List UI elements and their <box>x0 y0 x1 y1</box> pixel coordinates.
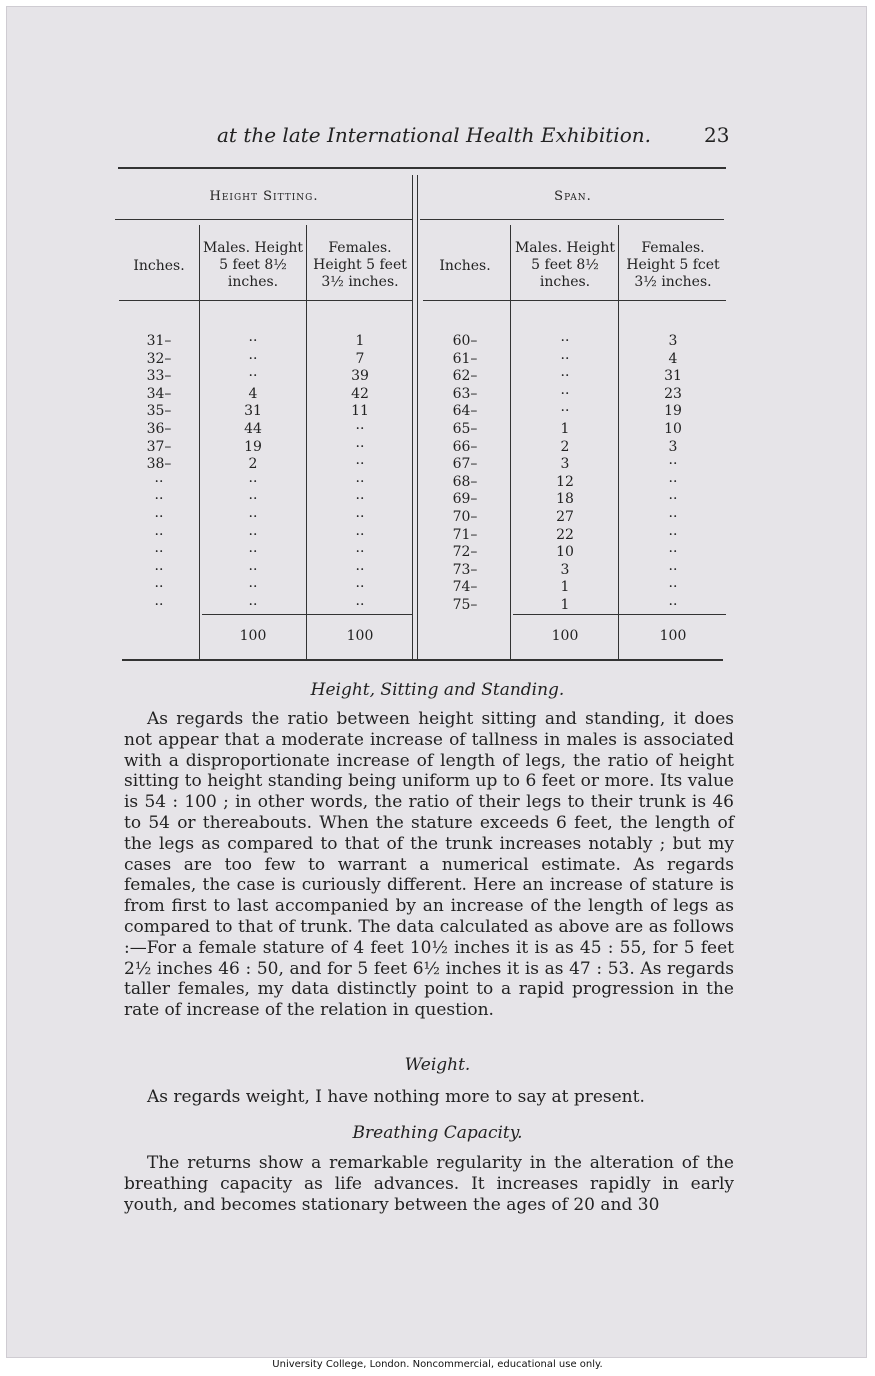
header-underline-left <box>119 300 412 301</box>
cell-span-males: 1 <box>560 421 570 437</box>
cell-span-females: ·· <box>668 597 678 613</box>
cell-sitting-females: ·· <box>355 456 365 473</box>
cell-sitting-females: ·· <box>355 579 365 596</box>
cell-sitting-inches: 31– <box>146 333 172 349</box>
cell-span-males: ·· <box>560 368 570 385</box>
cell-span-males: ·· <box>560 403 570 420</box>
cell-span-males: ·· <box>560 385 570 402</box>
cell-span-males: 10 <box>556 544 574 561</box>
footer-credit: University College, London. Noncommercial, educational use only. <box>272 1359 603 1370</box>
center-double-rule-a <box>412 175 413 659</box>
col-rule-5 <box>618 225 619 659</box>
group-heading-span: Span. <box>554 189 592 204</box>
cell-sitting-inches: ·· <box>154 579 164 596</box>
cell-span-females: ·· <box>668 509 678 525</box>
cell-sitting-females: ·· <box>355 544 365 561</box>
cell-sitting-males: ·· <box>248 473 258 490</box>
cell-span-inches: 72– <box>452 544 478 561</box>
cell-span-inches: 68– <box>452 473 478 490</box>
cell-sitting-males: ·· <box>248 509 258 525</box>
cell-sitting-males: ·· <box>248 544 258 561</box>
cell-span-males: ·· <box>560 350 570 367</box>
cell-span-females: 10 <box>664 421 682 437</box>
col-header-span-inches: Inches. <box>439 258 491 274</box>
paragraph-height <box>124 709 734 1021</box>
cell-sitting-inches: 33– <box>146 368 172 385</box>
cell-span-inches: 71– <box>452 526 478 543</box>
cell-sitting-females: 42 <box>351 385 369 402</box>
cell-span-males: 22 <box>556 526 574 543</box>
cell-sitting-males: ·· <box>248 579 258 596</box>
cell-span-inches: 73– <box>452 561 478 578</box>
cell-span-inches: 60– <box>452 333 478 349</box>
cell-span-males: 3 <box>560 561 570 578</box>
cell-sitting-females: 1 <box>355 333 365 349</box>
cell-span-females: 3 <box>668 438 678 455</box>
cell-span-females: 19 <box>664 403 682 420</box>
cell-span-females: 4 <box>668 350 678 367</box>
cell-sitting-females: ·· <box>355 491 365 508</box>
cell-sitting-males: ·· <box>248 597 258 613</box>
header-underline-right <box>423 300 726 301</box>
cell-span-inches: 70– <box>452 509 478 525</box>
cell-sitting-males: 4 <box>248 385 258 402</box>
cell-span-females: ·· <box>668 579 678 596</box>
cell-span-females: ·· <box>668 544 678 561</box>
col-rule-2 <box>306 225 307 659</box>
col-rule-1 <box>199 225 200 659</box>
total-span-males: 100 <box>551 628 579 644</box>
cell-sitting-males: 19 <box>244 438 262 455</box>
group-rule-right <box>420 219 724 220</box>
cell-sitting-females: ·· <box>355 597 365 613</box>
cell-sitting-inches: ·· <box>154 509 164 525</box>
cell-sitting-males: ·· <box>248 561 258 578</box>
paragraph-breathing-text: The returns show a remarkable regularity in the alteration of the breathing capacity as life advances. It increases rapidly in early youth, and becomes stationary between the ages of 20 and 30 <box>124 1153 734 1215</box>
cell-span-females: ·· <box>668 491 678 508</box>
table-bottom-rule <box>122 659 723 661</box>
cell-span-inches: 62– <box>452 368 478 385</box>
cell-sitting-males: ·· <box>248 526 258 543</box>
cell-span-males: 2 <box>560 438 570 455</box>
table-top-rule <box>118 167 726 169</box>
section-heading-height: Height, Sitting and Standing. <box>310 680 565 700</box>
col-header-sitting-males: Males. Height 5 feet 8½ inches. <box>202 240 304 290</box>
page-number: 23 <box>704 123 730 147</box>
cell-sitting-inches: ·· <box>154 597 164 613</box>
cell-span-females: ·· <box>668 456 678 473</box>
section-heading-breathing: Breathing Capacity. <box>352 1123 523 1143</box>
cell-sitting-inches: 34– <box>146 385 172 402</box>
cell-span-males: 3 <box>560 456 570 473</box>
cell-sitting-females: 39 <box>351 368 369 385</box>
cell-sitting-females: ·· <box>355 526 365 543</box>
cell-sitting-females: ·· <box>355 509 365 525</box>
cell-span-males: 1 <box>560 579 570 596</box>
cell-span-inches: 75– <box>452 597 478 613</box>
cell-sitting-males: ·· <box>248 368 258 385</box>
cell-sitting-males: ·· <box>248 333 258 349</box>
cell-sitting-males: ·· <box>248 491 258 508</box>
cell-span-males: 18 <box>556 491 574 508</box>
cell-span-females: ·· <box>668 526 678 543</box>
col-header-sitting-inches: Inches. <box>133 258 185 274</box>
cell-sitting-males: ·· <box>248 350 258 367</box>
cell-span-males: 1 <box>560 597 570 613</box>
cell-sitting-females: ·· <box>355 421 365 437</box>
cell-span-inches: 63– <box>452 385 478 402</box>
cell-sitting-females: ·· <box>355 438 365 455</box>
cell-span-females: 31 <box>664 368 682 385</box>
page-header <box>7 123 868 153</box>
paragraph-weight-text: As regards weight, I have nothing more to say at present. <box>147 1087 645 1107</box>
cell-span-inches: 69– <box>452 491 478 508</box>
cell-sitting-inches: ·· <box>154 473 164 490</box>
cell-sitting-inches: ·· <box>154 544 164 561</box>
cell-sitting-inches: 36– <box>146 421 172 437</box>
group-heading-height-sitting: Height Sitting. <box>209 189 319 204</box>
cell-span-inches: 74– <box>452 579 478 596</box>
paragraph-weight <box>124 1087 734 1108</box>
paragraph-breathing <box>124 1153 734 1215</box>
cell-span-inches: 65– <box>452 421 478 437</box>
col-header-span-females: Females. Height 5 fcet 3½ inches. <box>626 240 720 290</box>
cell-span-females: 3 <box>668 333 678 349</box>
cell-sitting-inches: ·· <box>154 491 164 508</box>
cell-span-females: ·· <box>668 561 678 578</box>
group-rule-left <box>115 219 412 220</box>
cell-sitting-males: 2 <box>248 456 258 473</box>
col-header-sitting-females: Females. Height 5 feet 3½ inches. <box>313 240 407 290</box>
cell-sitting-inches: 32– <box>146 350 172 367</box>
cell-span-females: ·· <box>668 473 678 490</box>
cell-span-females: 23 <box>664 385 682 402</box>
total-sitting-females: 100 <box>346 628 374 644</box>
cell-sitting-males: 31 <box>244 403 262 420</box>
cell-span-males: 12 <box>556 473 574 490</box>
scanned-page <box>6 6 867 1358</box>
cell-sitting-inches: 38– <box>146 456 172 473</box>
section-heading-weight: Weight. <box>404 1055 471 1075</box>
cell-span-inches: 66– <box>452 438 478 455</box>
cell-sitting-inches: ·· <box>154 526 164 543</box>
center-double-rule-b <box>417 175 418 659</box>
cell-span-inches: 61– <box>452 350 478 367</box>
paragraph-height-text: As regards the ratio between height sitting and standing, it does not appear that a moderate increase of tallness in males is associated with a disproportionate increase of length of legs, the ratio of height sitting to height standing being uniform up to 6 feet or more. Its value is 54 : 100 ; in other words, the ratio of their legs to their trunk is 46 to 54 or thereabouts. When the stature exceeds 6 feet, the length of the legs as compared to that of the trunk increases notably ; but my cases are too few to warrant a numerical estimate. As regards females, the case is curiously different. Here an increase of stature is from first to last accompanied by an increase of the length of legs as compared to that of trunk. The data calculated as above are as follows :—For a female stature of 4 feet 10½ inches it is as 45 : 55, for 5 feet 2½ inches 46 : 50, and for 5 feet 6½ inches it is as 47 : 53. As regards taller females, my data distinctly point to a rapid progression in the rate of increase of the relation in question. <box>124 709 734 1021</box>
cell-sitting-females: ·· <box>355 561 365 578</box>
cell-sitting-females: 11 <box>351 403 369 420</box>
total-span-females: 100 <box>659 628 687 644</box>
cell-sitting-inches: 35– <box>146 403 172 420</box>
cell-sitting-females: 7 <box>355 350 365 367</box>
cell-sitting-inches: 37– <box>146 438 172 455</box>
cell-span-males: 27 <box>556 509 574 525</box>
cell-span-inches: 64– <box>452 403 478 420</box>
col-rule-4 <box>510 225 511 659</box>
cell-span-males: ·· <box>560 333 570 349</box>
cell-span-inches: 67– <box>452 456 478 473</box>
total-sitting-males: 100 <box>239 628 267 644</box>
cell-sitting-inches: ·· <box>154 561 164 578</box>
cell-sitting-females: ·· <box>355 473 365 490</box>
running-title: at the late International Health Exhibition. <box>217 123 651 147</box>
cell-sitting-males: 44 <box>244 421 262 437</box>
col-header-span-males: Males. Height 5 feet 8½ inches. <box>514 240 616 290</box>
